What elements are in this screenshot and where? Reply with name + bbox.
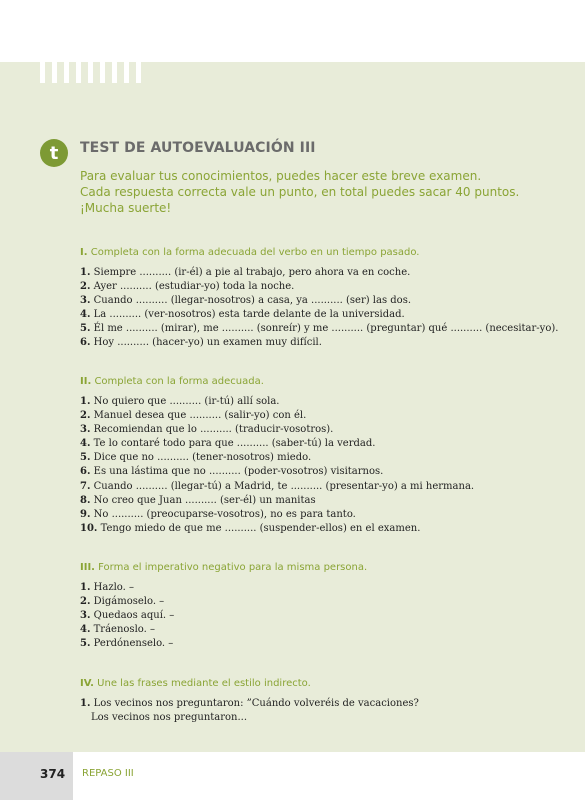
item-number: 3.: [80, 424, 91, 436]
item-number: 1.: [80, 267, 91, 278]
section-numeral: II.: [80, 376, 92, 387]
section-iii: [80, 562, 575, 651]
item-text: Perdónenselo. –: [93, 638, 174, 650]
exercise-item-continuation: [80, 711, 575, 725]
item-number: 6.: [80, 337, 91, 349]
item-text: Recomiendan que lo .......... (traducir-vosotros).: [93, 424, 334, 436]
item-number: 2.: [80, 281, 91, 293]
section-i: [80, 247, 575, 351]
exercise-item: [80, 266, 575, 280]
exercise-item: [80, 480, 575, 494]
item-number: 4.: [80, 309, 91, 321]
test-badge-icon: t: [40, 139, 68, 167]
item-text: La .......... (ver-nosotros) esta tarde delante de la universidad.: [93, 309, 405, 321]
item-text: Te lo contaré todo para que .......... (saber-tú) la verdad.: [93, 438, 376, 450]
page-title: TEST DE AUTOEVALUACIÓN III: [80, 140, 316, 156]
exercise-item: [80, 623, 575, 637]
item-number: 4.: [80, 438, 91, 450]
section-heading: [80, 376, 575, 387]
exercise-item: [80, 609, 575, 623]
exercise-item: [80, 697, 575, 711]
exercise-item: [80, 336, 575, 350]
exercise-item: [80, 437, 575, 451]
item-number: 1.: [80, 396, 91, 407]
exercise-item: [80, 423, 575, 437]
section-numeral: IV.: [80, 678, 94, 689]
item-number: 9.: [80, 508, 91, 520]
exercise-item: [80, 465, 575, 479]
intro-line: Para evaluar tus conocimientos, puedes hacer este breve examen.: [80, 169, 482, 183]
item-number: 7.: [80, 480, 91, 492]
exercise-item: [80, 595, 575, 609]
page-number: 374: [40, 767, 66, 781]
intro-text: [80, 168, 560, 216]
item-number: 3.: [80, 610, 91, 622]
item-number: 6.: [80, 466, 91, 478]
item-text: No .......... (preocuparse-vosotros), no es para tanto.: [93, 508, 356, 520]
exercise-item: [80, 637, 575, 651]
exercise-item: [80, 494, 575, 508]
exercise-item: [80, 294, 575, 308]
item-text: Tengo miedo de que me .......... (suspender-ellos) en el examen.: [100, 522, 421, 534]
item-number: 5.: [80, 638, 91, 650]
item-text: Cuando .......... (llegar-tú) a Madrid, te .......... (presentar-yo) a mi hermana.: [93, 480, 475, 492]
item-text: Hoy .......... (hacer-yo) un examen muy difícil.: [93, 337, 322, 349]
item-text: Es una lástima que no .......... (poder-vosotros) visitarnos.: [93, 466, 384, 478]
intro-line: Cada respuesta correcta vale un punto, en total puedes sacar 40 puntos.: [80, 185, 520, 199]
item-text: Quedaos aquí. –: [93, 610, 175, 622]
item-text: Los vecinos nos preguntaron...: [91, 712, 248, 724]
item-text: Ayer .......... (estudiar-yo) toda la noche.: [93, 281, 295, 293]
item-number: 10.: [80, 522, 98, 534]
item-text: Cuando .......... (llegar-nosotros) a casa, ya .......... (ser) las dos.: [93, 295, 412, 307]
section-ii: [80, 376, 575, 536]
section-instruction: Forma el imperativo negativo para la misma persona.: [98, 562, 368, 573]
item-text: No creo que Juan .......... (ser-él) un manitas: [93, 494, 316, 506]
exercise-item: [80, 522, 575, 536]
item-text: Manuel desea que .......... (salir-yo) con él.: [93, 410, 307, 422]
exercise-item: [80, 409, 575, 423]
item-number: 2.: [80, 596, 91, 608]
item-number: 8.: [80, 494, 91, 506]
exercise-item: [80, 395, 575, 409]
exercise-item: [80, 280, 575, 294]
exercise-item: [80, 322, 575, 336]
exercise-item: [80, 308, 575, 322]
item-number: 3.: [80, 295, 91, 307]
exercise-item: [80, 581, 575, 595]
exercise-item: [80, 451, 575, 465]
section-heading: [80, 562, 575, 573]
intro-line: ¡Mucha suerte!: [80, 201, 172, 215]
item-number: 4.: [80, 624, 91, 636]
footer-section-label: REPASO III: [82, 768, 134, 779]
item-number: 2.: [80, 410, 91, 422]
item-text: Los vecinos nos preguntaron: ”Cuándo volveréis de vacaciones?: [93, 698, 419, 709]
item-number: 1.: [80, 698, 91, 709]
item-text: Hazlo. –: [93, 582, 134, 593]
item-text: Siempre .......... (ir-él) a pie al trabajo, pero ahora va en coche.: [93, 267, 411, 278]
section-instruction: Completa con la forma adecuada.: [94, 376, 264, 387]
item-text: Digámoselo. –: [93, 596, 165, 608]
item-text: Tráenoslo. –: [93, 624, 155, 636]
page-number-block: [0, 752, 73, 800]
section-numeral: I.: [80, 247, 88, 258]
section-iv: [80, 678, 575, 725]
item-number: 1.: [80, 582, 91, 593]
item-text: No quiero que .......... (ir-tú) allí sola.: [93, 396, 280, 407]
section-instruction: Completa con la forma adecuada del verbo en un tiempo pasado.: [90, 247, 420, 258]
section-numeral: III.: [80, 562, 95, 573]
section-instruction: Une las frases mediante el estilo indirecto.: [97, 678, 311, 689]
decorative-stripes: [40, 62, 141, 83]
item-text: Dice que no .......... (tener-nosotros) miedo.: [93, 452, 312, 464]
section-heading: [80, 247, 575, 258]
item-number: 5.: [80, 323, 91, 335]
item-number: 5.: [80, 452, 91, 464]
item-text: Él me .......... (mirar), me .......... (sonreír) y me .......... (preguntar) qué .......... (necesitar-yo).: [93, 323, 559, 335]
exercise-item: [80, 508, 575, 522]
section-heading: [80, 678, 575, 689]
